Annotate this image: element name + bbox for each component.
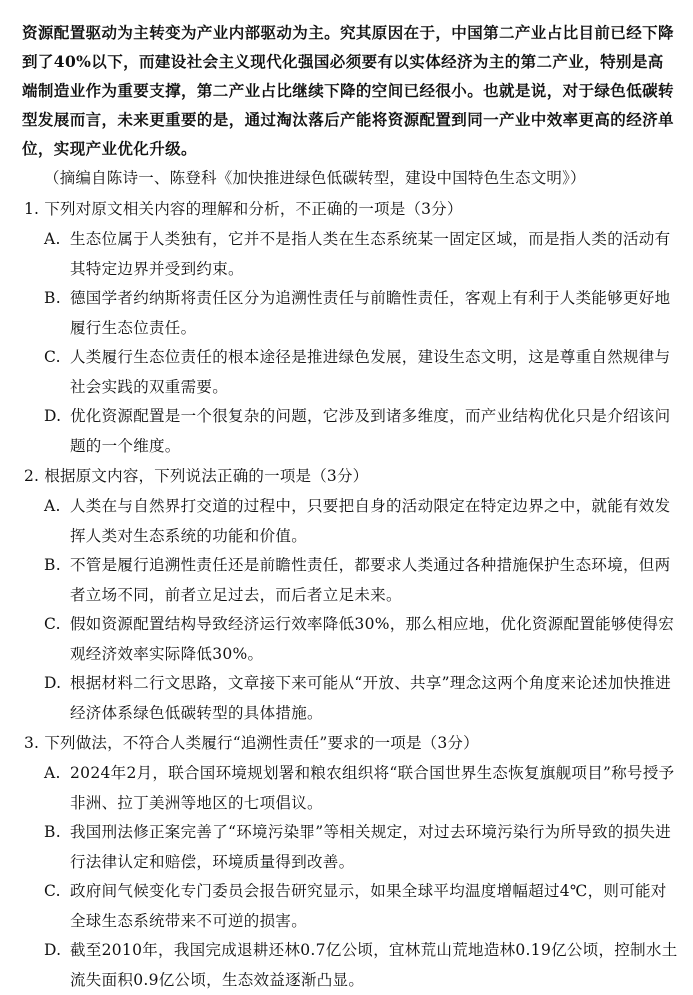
option-c: C. 人类履行生态位责任的根本途径是推进绿色发展，建设生态文明，这是尊重自然规律与社会实践的双重需要。 xyxy=(44,348,671,396)
option-d: D. 优化资源配置是一个很复杂的问题，它涉及到诸多维度，而产业结构优化只是介绍该问题的一个维度。 xyxy=(44,407,671,455)
option-a: A. 生态位属于人类独有，它并不是指人类在生态系统某一固定区域，而是指人类的活动有其特定边界并受到约束。 xyxy=(44,230,671,278)
question-2 xyxy=(22,461,679,728)
option-d: D. 根据材料二行文思路，文章接下来可能从“开放、共享”理念这两个角度来论述加快推进经济体系绿色低碳转型的具体措施。 xyxy=(44,674,672,722)
question-1 xyxy=(22,194,679,461)
option-d: D. 截至2010年，我国完成退耕还林0.7亿公顷，宜林荒山荒地造林0.19亿公顷，控制水土流失面积0.9亿公顷，生态效益逐渐凸显。 xyxy=(44,941,678,989)
option-a: A. 人类在与自然界打交道的过程中，只要把自身的活动限定在特定边界之中，就能有效发挥人类对生态系统的功能和价值。 xyxy=(44,497,671,545)
passage-paragraph: 资源配置驱动为主转变为产业内部驱动为主。究其原因在于，中国第二产业占比目前已经下降到了40%以下，而建设社会主义现代化强国必须要有以实体经济为主的第二产业，特别是高端制造业作为重要支撑，第二产业占比继续下降的空间已经很小。也就是说，对于绿色低碳转型发展而言，未来更重要的是，通过淘汰落后产能将资源配置到同一产业中效率更高的经济单位，实现产业优化升级。 xyxy=(22,23,674,158)
passage-source: （摘编自陈诗一、陈登科《加快推进绿色低碳转型，建设中国特色生态文明》） xyxy=(44,169,586,187)
option-c: C. 政府间气候变化专门委员会报告研究显示，如果全球平均温度增幅超过4℃，则可能对全球生态系统带来不可逆的损害。 xyxy=(44,882,667,930)
question-stem: 2. 根据原文内容，下列说法正确的一项是（3分） xyxy=(24,467,369,485)
option-b: B. 不管是履行追溯性责任还是前瞻性责任，都要求人类通过各种措施保护生态环境，但两者立场不同，前者立足过去，而后者立足未来。 xyxy=(44,556,671,604)
option-a: A. 2024年2月，联合国环境规划署和粮农组织将“联合国世界生态恢复旗舰项目”称号授予非洲、拉丁美洲等地区的七项倡议。 xyxy=(44,764,675,812)
question-stem: 1. 下列对原文相关内容的理解和分析，不正确的一项是（3分） xyxy=(24,200,463,218)
question-3 xyxy=(22,728,679,995)
option-b: B. 德国学者约纳斯将责任区分为追溯性责任与前瞻性责任，客观上有利于人类能够更好地履行生态位责任。 xyxy=(44,289,671,337)
option-b: B. 我国刑法修正案完善了“环境污染罪”等相关规定，对过去环境污染行为所导致的损失进行法律认定和赔偿，环境质量得到改善。 xyxy=(44,823,672,871)
question-stem: 3. 下列做法，不符合人类履行“追溯性责任”要求的一项是（3分） xyxy=(24,734,479,752)
option-c: C. 假如资源配置结构导致经济运行效率降低30%，那么相应地，优化资源配置能够使得宏观经济效率实际降低30%。 xyxy=(44,615,675,663)
